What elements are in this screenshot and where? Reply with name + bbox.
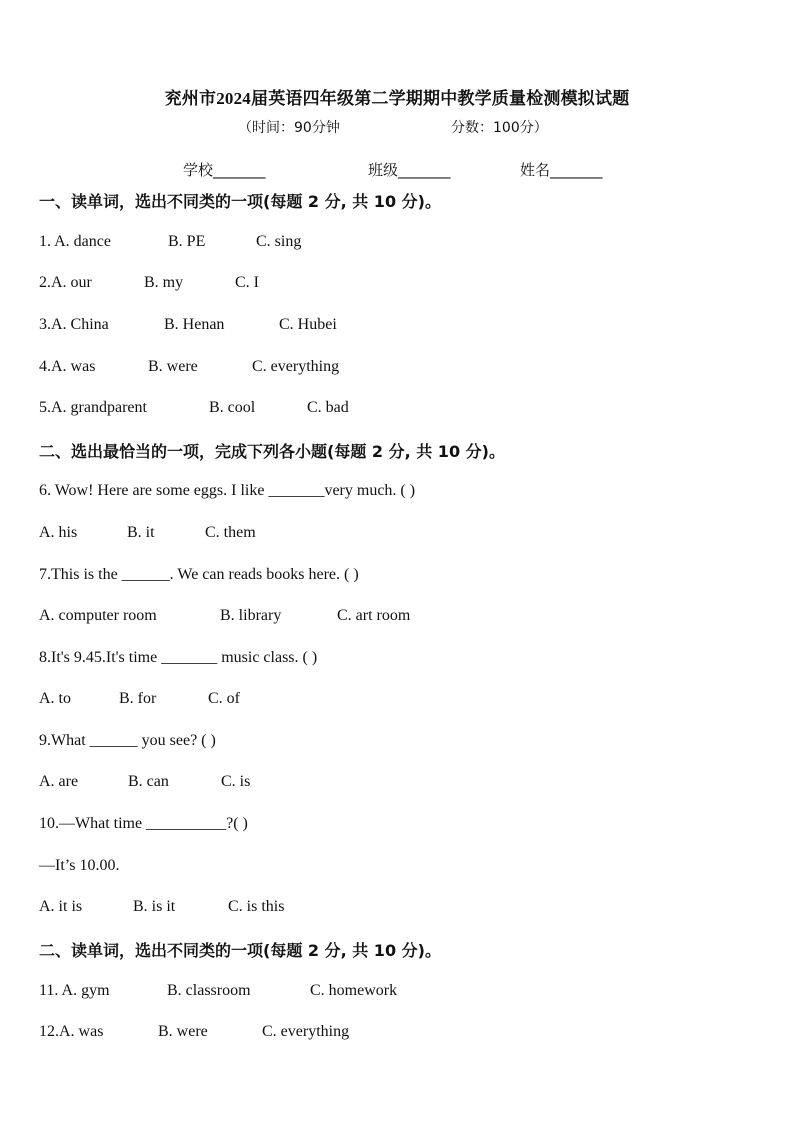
option-b: B. it xyxy=(127,524,155,541)
option-c: C. bad xyxy=(307,399,349,416)
option-a: 5.A. grandparent xyxy=(39,399,147,416)
option-a: A. it is xyxy=(39,898,83,915)
question-6: 6. Wow! Here are some eggs. I like _______very much. ( ) xyxy=(39,482,416,499)
option-c: C. sing xyxy=(256,233,302,250)
question-7-options xyxy=(39,607,410,625)
question-10: 10.—What time __________?( ) xyxy=(39,815,248,832)
option-a: 12.A. was xyxy=(39,1023,104,1040)
question-5 xyxy=(39,399,349,417)
question-11 xyxy=(39,982,397,1000)
option-c: C. them xyxy=(205,524,256,541)
option-c: C. homework xyxy=(310,982,398,999)
question-1 xyxy=(39,233,301,251)
section-3-heading: 二、读单词，选出不同类的一项(每题 2 分, 共 10 分)。 xyxy=(39,941,441,960)
time-info: （时间：90分钟 xyxy=(238,120,340,136)
exam-title: 兖州市2024届英语四年级第二学期期中教学质量检测模拟试题 xyxy=(164,89,630,108)
name-field: 姓名_______ xyxy=(520,161,603,179)
option-b: B. is it xyxy=(133,898,176,915)
section-2-heading: 二、选出最恰当的一项，完成下列各小题(每题 2 分, 共 10 分)。 xyxy=(39,442,505,461)
class-field: 班级_______ xyxy=(368,161,451,179)
option-c: C. Hubei xyxy=(279,316,337,333)
question-3 xyxy=(39,316,337,334)
option-a: 1. A. dance xyxy=(39,233,111,250)
option-b: B. library xyxy=(220,607,282,624)
option-a: A. his xyxy=(39,524,78,541)
option-b: B. my xyxy=(144,274,184,291)
option-a: 11. A. gym xyxy=(39,982,110,999)
question-8-options xyxy=(39,690,240,708)
option-b: B. can xyxy=(128,773,169,790)
option-c: C. I xyxy=(235,274,259,291)
option-b: B. Henan xyxy=(164,316,225,333)
school-field: 学校_______ xyxy=(183,161,266,179)
question-10-answer: —It’s 10.00. xyxy=(39,857,120,874)
option-a: 2.A. our xyxy=(39,274,92,291)
option-c: C. of xyxy=(208,690,240,707)
question-4 xyxy=(39,358,339,376)
option-a: 4.A. was xyxy=(39,358,96,375)
option-b: B. classroom xyxy=(167,982,251,999)
option-b: B. for xyxy=(119,690,157,707)
option-a: A. to xyxy=(39,690,71,707)
question-10-options xyxy=(39,898,284,916)
section-1-heading: 一、读单词，选出不同类的一项(每题 2 分, 共 10 分)。 xyxy=(39,192,441,211)
question-6-options xyxy=(39,524,256,542)
option-b: B. were xyxy=(158,1023,208,1040)
option-c: C. everything xyxy=(262,1023,350,1040)
option-c: C. everything xyxy=(252,358,340,375)
question-12 xyxy=(39,1023,349,1041)
option-b: B. cool xyxy=(209,399,256,416)
exam-subtitle xyxy=(238,117,548,137)
question-9: 9.What ______ you see? ( ) xyxy=(39,732,216,749)
option-b: B. PE xyxy=(168,233,206,250)
option-c: C. is this xyxy=(228,898,285,915)
option-a: 3.A. China xyxy=(39,316,109,333)
option-a: A. computer room xyxy=(39,607,157,624)
option-c: C. is xyxy=(221,773,251,790)
question-2 xyxy=(39,274,259,292)
question-7: 7.This is the ______. We can reads books here. ( ) xyxy=(39,566,359,583)
question-9-options xyxy=(39,773,250,791)
question-8: 8.It's 9.45.It's time _______ music class. ( ) xyxy=(39,649,318,666)
option-c: C. art room xyxy=(337,607,411,624)
option-b: B. were xyxy=(148,358,198,375)
score-info: 分数：100分） xyxy=(451,120,548,136)
option-a: A. are xyxy=(39,773,79,790)
